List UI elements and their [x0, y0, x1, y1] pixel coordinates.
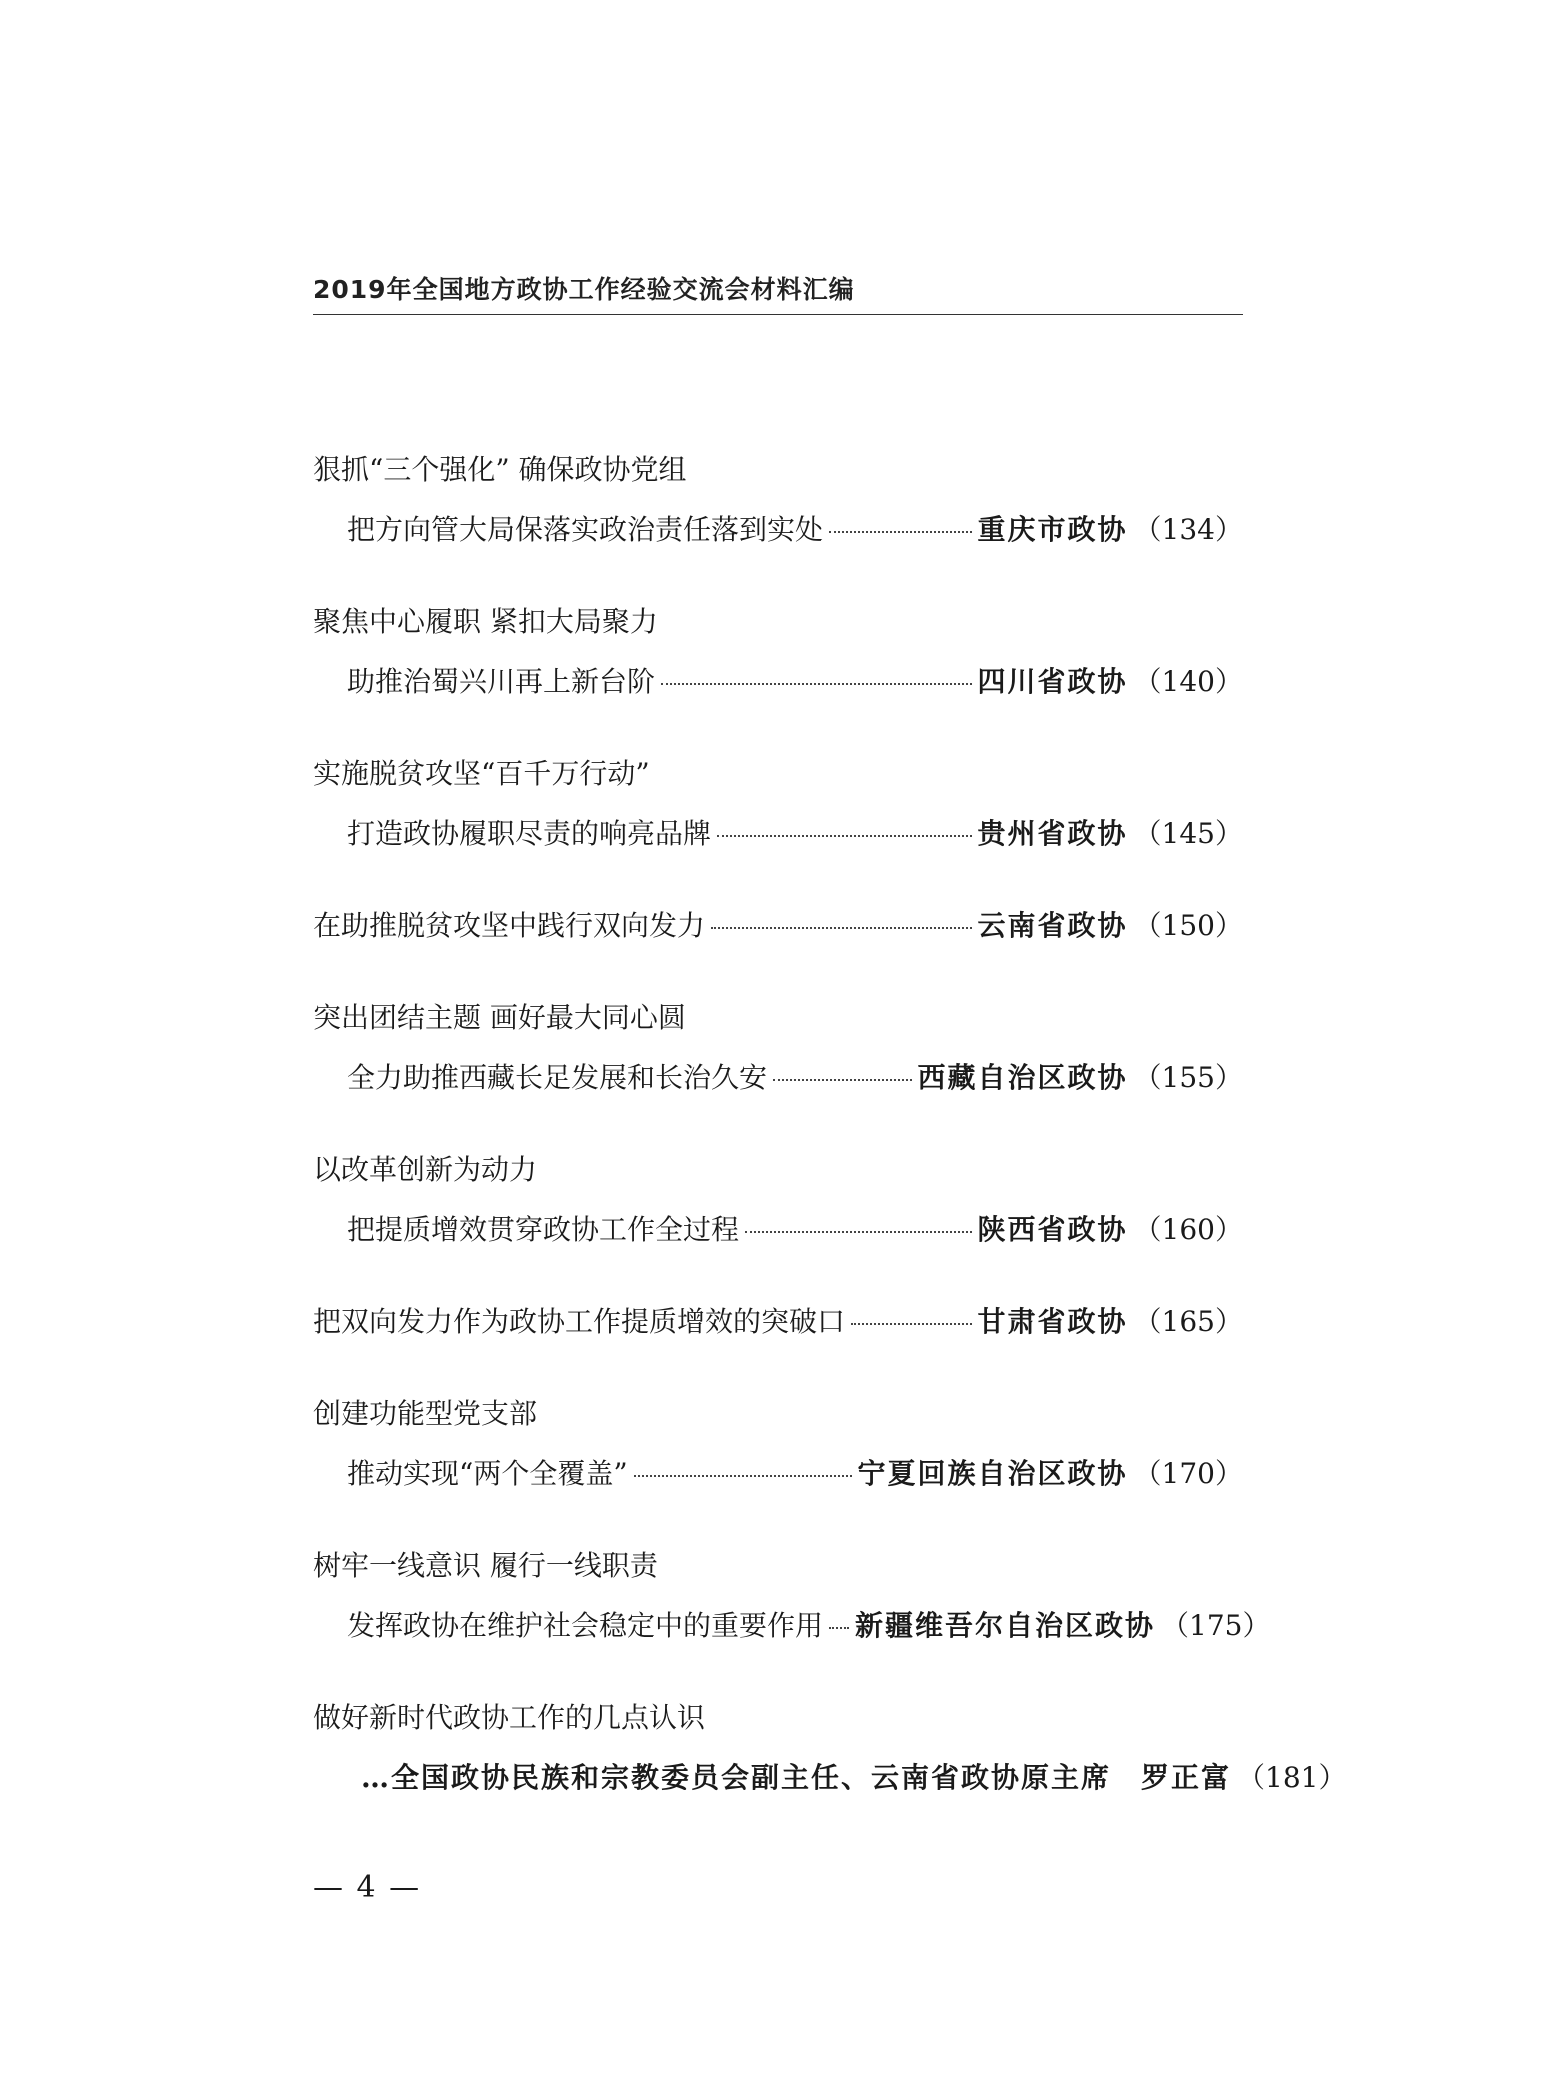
- table-of-contents: [313, 440, 1347, 1840]
- toc-entry[interactable]: [313, 988, 1243, 1108]
- entry-subtitle-line: [313, 1200, 1243, 1260]
- toc-entry[interactable]: [313, 744, 1243, 864]
- dot-leader: [851, 1323, 972, 1325]
- entry-page-number: （150）: [1133, 909, 1243, 942]
- entry-page-number: （155）: [1133, 1061, 1243, 1094]
- entry-page-number: （170）: [1133, 1457, 1243, 1490]
- entry-title-line: [313, 896, 1243, 956]
- entry-title: 突出团结主题 画好最大同心圆: [313, 1001, 686, 1034]
- entry-subtitle-line: [313, 652, 1243, 712]
- entry-page-number: （140）: [1133, 665, 1243, 698]
- entry-author: …全国政协民族和宗教委员会副主任、云南省政协原主席 罗正富: [361, 1761, 1232, 1794]
- entry-subtitle: 把提质增效贯穿政协工作全过程: [347, 1213, 740, 1246]
- entry-title-line: [313, 440, 1243, 500]
- entry-title: 做好新时代政协工作的几点认识: [313, 1701, 706, 1734]
- entry-title-line: [313, 1688, 1243, 1748]
- toc-entry[interactable]: [313, 896, 1243, 956]
- entry-organization: 陕西省政协: [977, 1213, 1128, 1246]
- entry-title: 以改革创新为动力: [313, 1153, 538, 1186]
- toc-entry[interactable]: [313, 1688, 1347, 1808]
- entry-page-number: （160）: [1133, 1213, 1243, 1246]
- toc-entry[interactable]: [313, 1140, 1243, 1260]
- entry-subtitle: 推动实现“两个全覆盖”: [347, 1457, 628, 1490]
- header-rule: [313, 314, 1243, 315]
- entry-page-number: （175）: [1161, 1609, 1271, 1642]
- entry-title-line: [313, 1384, 1243, 1444]
- entry-organization: 甘肃省政协: [977, 1305, 1128, 1338]
- dot-leader: [829, 531, 972, 533]
- entry-subtitle-line: [313, 1048, 1243, 1108]
- toc-entry[interactable]: [313, 592, 1243, 712]
- dot-leader: [661, 683, 972, 685]
- toc-entry[interactable]: [313, 1292, 1243, 1352]
- dot-leader: [829, 1627, 849, 1629]
- entry-subtitle: 全力助推西藏长足发展和长治久安: [347, 1061, 768, 1094]
- entry-title: 在助推脱贫攻坚中践行双向发力: [313, 909, 706, 942]
- entry-title: 把双向发力作为政协工作提质增效的突破口: [313, 1305, 846, 1338]
- entry-organization: 宁夏回族自治区政协: [857, 1457, 1128, 1490]
- dot-leader: [711, 927, 972, 929]
- entry-page-number: （145）: [1133, 817, 1243, 850]
- entry-subtitle-line: [313, 1596, 1271, 1656]
- entry-title-line: [313, 744, 1243, 804]
- entry-organization: 新疆维吾尔自治区政协: [855, 1609, 1156, 1642]
- entry-title: 实施脱贫攻坚“百千万行动”: [313, 757, 650, 790]
- entry-author-line: [313, 1748, 1347, 1808]
- entry-title: 树牢一线意识 履行一线职责: [313, 1549, 658, 1582]
- entry-page-number: （134）: [1133, 513, 1243, 546]
- entry-organization: 云南省政协: [977, 909, 1128, 942]
- entry-subtitle-line: [313, 1444, 1243, 1504]
- entry-subtitle: 发挥政协在维护社会稳定中的重要作用: [347, 1609, 824, 1642]
- entry-page-number: （181）: [1237, 1761, 1347, 1794]
- entry-title-line: [313, 1536, 1243, 1596]
- entry-title: 创建功能型党支部: [313, 1397, 538, 1430]
- dot-leader: [773, 1079, 912, 1081]
- dot-leader: [717, 835, 972, 837]
- dot-leader: [634, 1475, 852, 1477]
- entry-title-line: [313, 592, 1243, 652]
- entry-organization: 西藏自治区政协: [917, 1061, 1128, 1094]
- entry-title: 聚焦中心履职 紧扣大局聚力: [313, 605, 658, 638]
- entry-organization: 贵州省政协: [977, 817, 1128, 850]
- entry-page-number: （165）: [1133, 1305, 1243, 1338]
- page-folio: — 4 —: [313, 1870, 422, 1905]
- toc-entry[interactable]: [313, 1384, 1243, 1504]
- toc-entry[interactable]: [313, 440, 1243, 560]
- entry-title-line: [313, 1140, 1243, 1200]
- toc-entry[interactable]: [313, 1536, 1271, 1656]
- entry-title-line: [313, 1292, 1243, 1352]
- entry-subtitle-line: [313, 500, 1243, 560]
- running-header: 2019年全国地方政协工作经验交流会材料汇编: [313, 275, 855, 304]
- entry-title: 狠抓“三个强化” 确保政协党组: [313, 453, 687, 486]
- entry-subtitle: 把方向管大局保落实政治责任落到实处: [347, 513, 824, 546]
- entry-title-line: [313, 988, 1243, 1048]
- entry-subtitle-line: [313, 804, 1243, 864]
- entry-organization: 重庆市政协: [977, 513, 1128, 546]
- entry-organization: 四川省政协: [977, 665, 1128, 698]
- entry-subtitle: 助推治蜀兴川再上新台阶: [347, 665, 656, 698]
- entry-subtitle: 打造政协履职尽责的响亮品牌: [347, 817, 712, 850]
- dot-leader: [745, 1231, 972, 1233]
